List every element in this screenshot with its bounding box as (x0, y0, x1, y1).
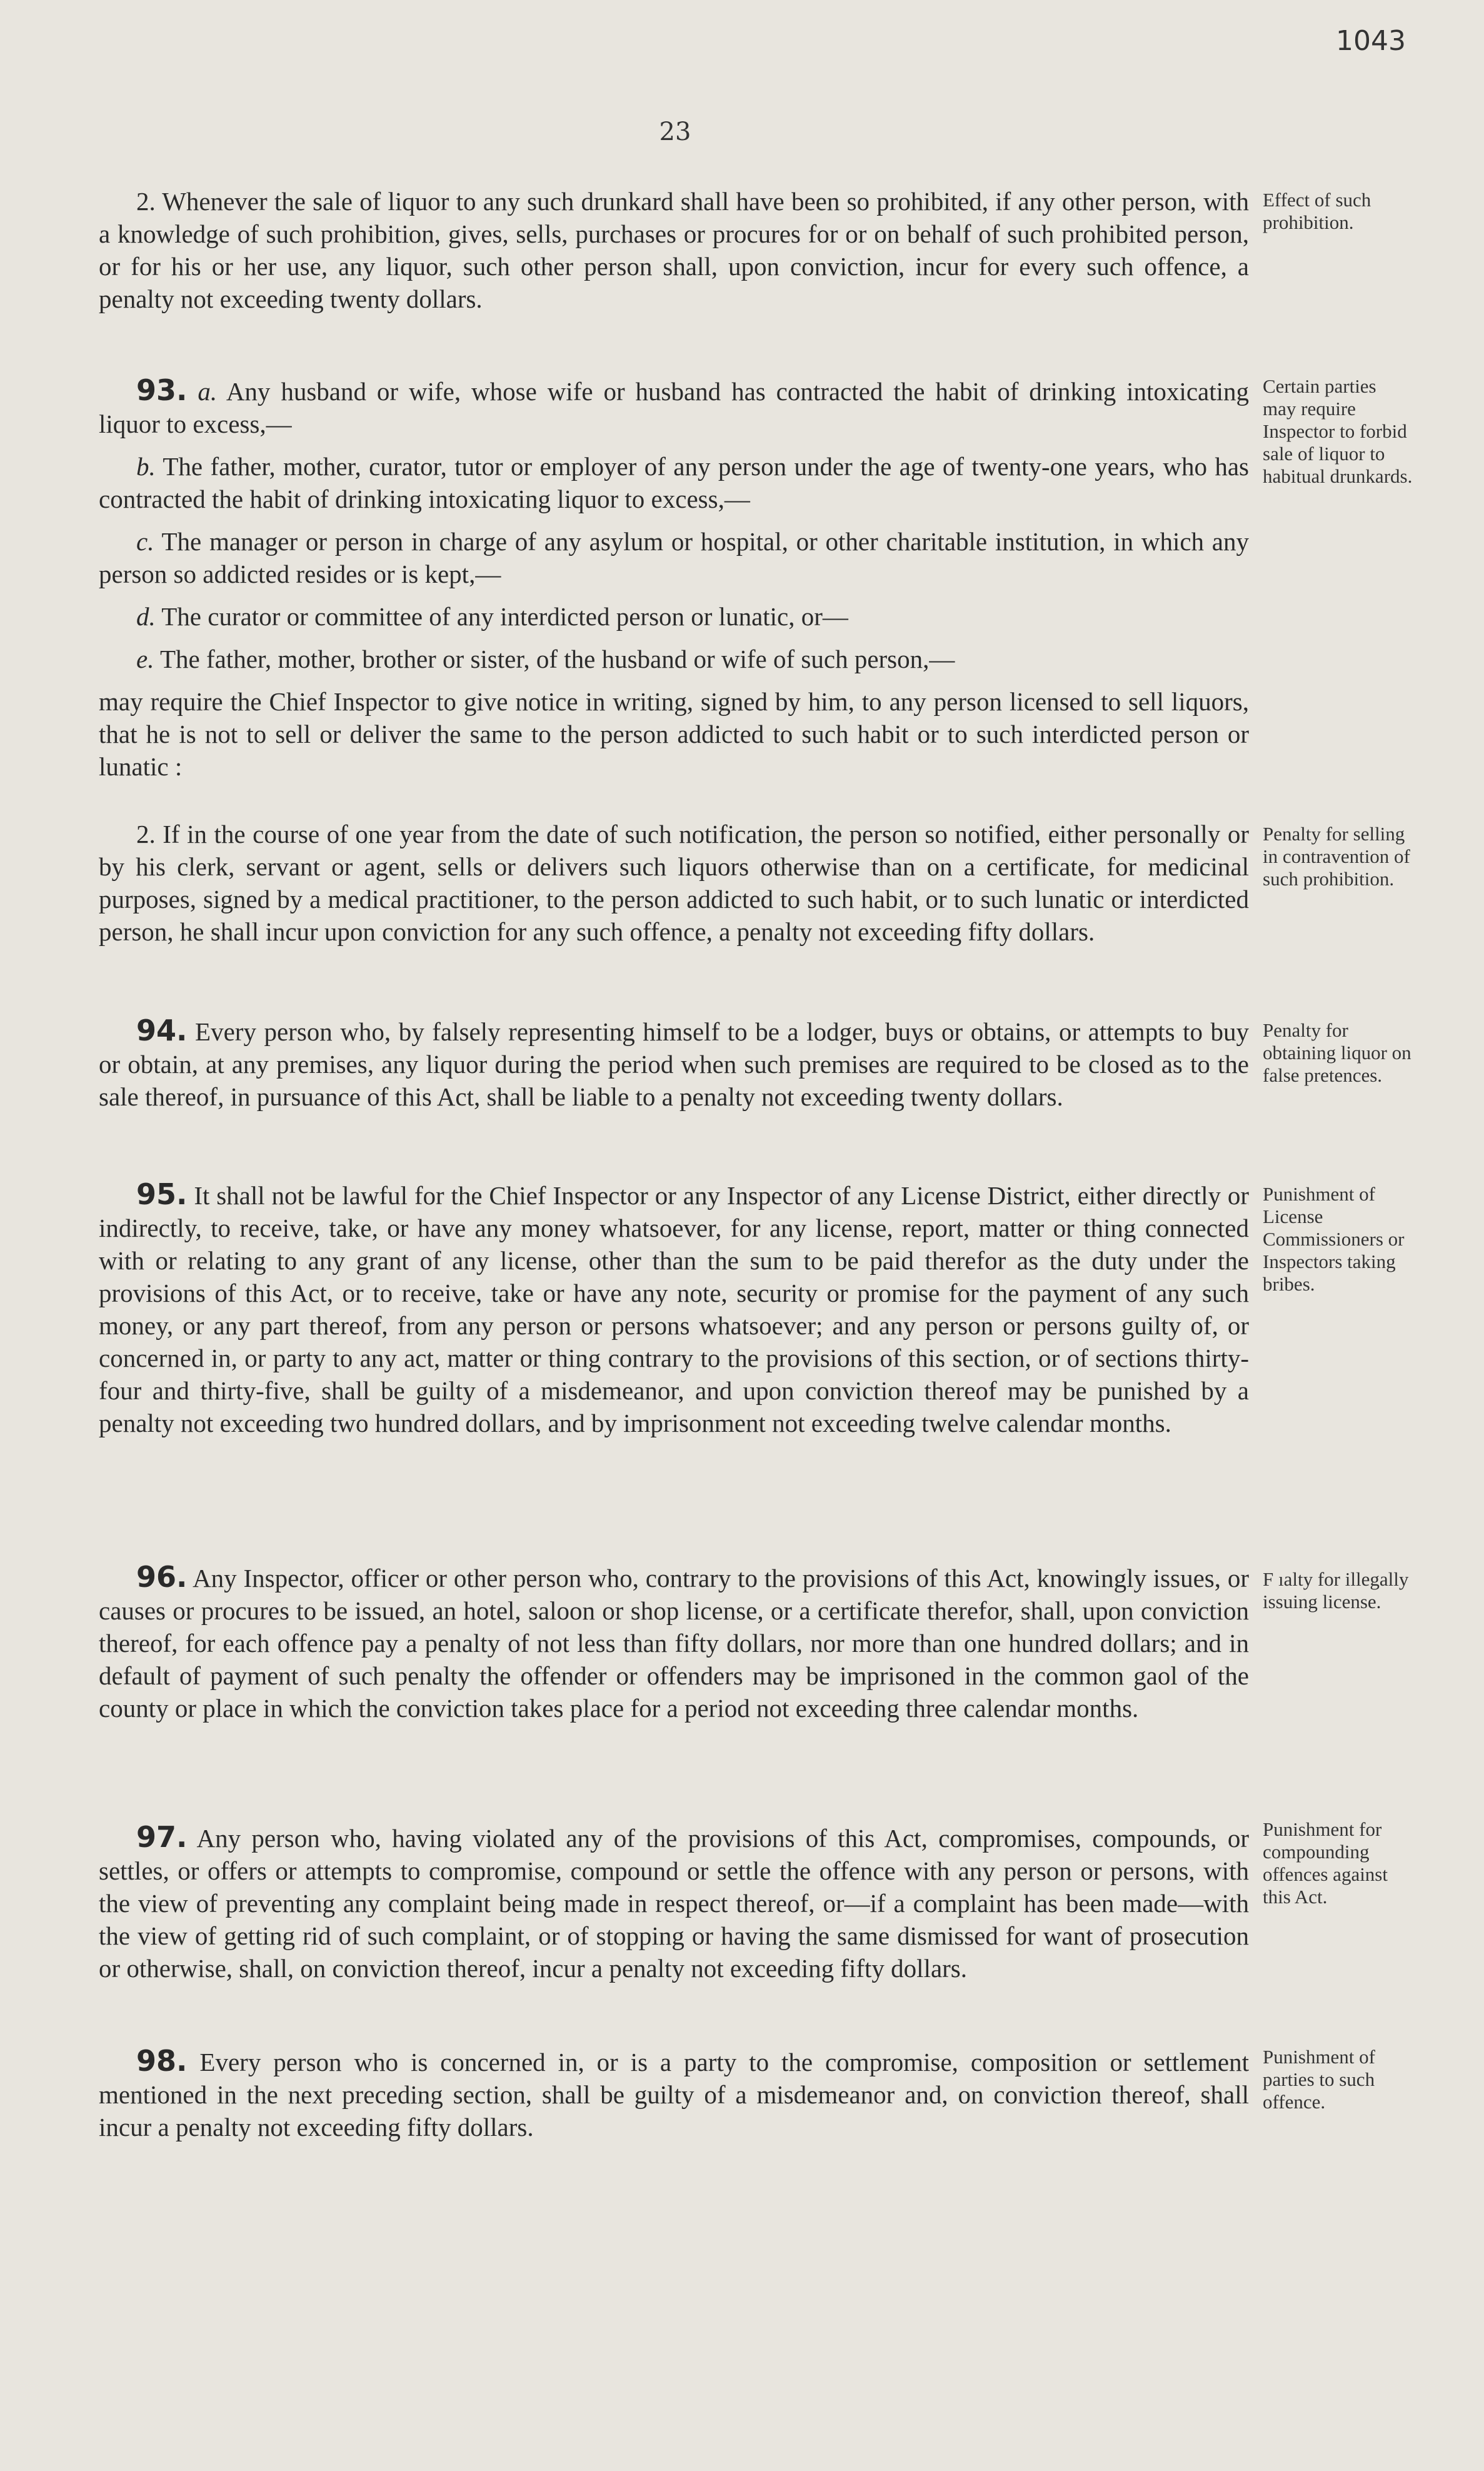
clause-label-b: b. (136, 452, 156, 481)
paragraph-93-2: 2. If in the course of one year from the date of such notification, the person so notified, either personally or by his clerk, servant or agent, sells or delivers such liquors otherwise than on a certificate, for medicinal purposes, signed by a medical practitioner, to the person addicted to such habit, or to such lunatic or interdicted person, he shall incur upon conviction for any such offence, a penalty not exceeding fifty dollars. (99, 820, 1249, 946)
margin-note-93: Certain parties may require Inspector to forbid sale of liquor to habitual drunkards. (1263, 375, 1413, 487)
clause-93-tail: may require the Chief Inspector to give notice in writing, signed by him, to any person licensed to sell liquors, that he is not to sell or deliver the same to the person addicted to such habit or to such interdicted person or lunatic : (99, 687, 1249, 781)
margin-note-92-2: Effect of such prohibition. (1263, 189, 1371, 233)
section-93-2-text (99, 818, 1249, 958)
paragraph-92-2: 2. Whenever the sale of liquor to any such drunkard shall have been so prohibited, if any other person, with a knowledge of such prohibition, gives, sells, purchases or procures for or on behalf of such prohibited person, or for his or her use, any liquor, such other person shall, upon conviction, incur for every such offence, a penalty not exceeding twenty dollars. (99, 187, 1249, 313)
section-number-93: 93. (136, 373, 188, 407)
paragraph-96 (99, 1561, 1249, 1724)
clause-93-a-text: Any husband or wife, whose wife or husband has contracted the habit of drinking intoxicating liquor to excess,— (99, 377, 1249, 438)
margin-note-98: Punishment of parties to such offence. (1263, 2046, 1375, 2113)
section-95-text: It shall not be lawful for the Chief Inspector or any Inspector of any License District, either directly or indirectly, to receive, take, or have any money whatsoever, for any license, report, matter or thing connected with or relating to any grant of any license, other than the sum to be paid therefor as the duty under the provisions of this Act, or to receive, take or have any note, security or promise for the payment of any such money, or any part thereof, from any person or persons whatsoever; and any person or persons guilty of, or concerned in, or party to any act, matter or thing contrary to the provisions of this section, or of sections thirty-four and thirty-five, shall be guilty of a misdemeanor, and upon conviction thereof may be punished by a penalty not exceeding two hundred dollars, and by imprisonment not exceeding twelve calendar months. (99, 1181, 1249, 1437)
page-folio-number: 23 (659, 118, 691, 146)
section-96 (99, 1561, 1249, 1734)
section-number-98: 98. (136, 2044, 188, 2078)
clause-93-d-text: The curator or committee of any interdicted person or lunatic, or— (161, 602, 848, 631)
clause-93-c (99, 525, 1249, 590)
margin-note-93-2: Penalty for selling in contravention of such prohibition. (1263, 823, 1410, 890)
clause-label-c: c. (136, 527, 154, 556)
section-number-97: 97. (136, 1820, 188, 1854)
paragraph-98 (99, 2045, 1249, 2143)
margin-note-97: Punishment for compounding offences against this Act. (1263, 1818, 1388, 1908)
page-stamp-number: 1043 (1336, 25, 1406, 57)
clause-93-d (99, 600, 1249, 633)
margin-note-94: Penalty for obtaining liquor on false pretences. (1263, 1019, 1411, 1086)
section-97-text: Any person who, having violated any of the provisions of this Act, compromises, compounds, or settles, or offers or attempts to compromise, compound or settle the offence with any person or persons, with the view of preventing any complaint being made in respect thereof, or—if a complaint has been made—with the view of getting rid of such complaint, or of stopping or having the same dismissed for want of prosecution or otherwise, shall, on conviction thereof, incur a penalty not exceeding fifty dollars. (99, 1824, 1249, 1983)
section-95 (99, 1178, 1249, 1449)
clause-label-a: a. (198, 377, 218, 406)
section-97 (99, 1821, 1249, 1995)
clause-label-d: d. (136, 602, 156, 631)
section-92-2-text (99, 185, 1249, 325)
clause-93-b (99, 450, 1249, 515)
section-98-text: Every person who is concerned in, or is a party to the compromise, composition or settlement mentioned in the next preceding section, shall be guilty of a misdemeanor and, on conviction thereof, shall incur a penalty not exceeding fifty dollars. (99, 2048, 1250, 2141)
clause-93-e-text: The father, mother, brother or sister, of the husband or wife of such person,— (159, 645, 955, 673)
section-94 (99, 1014, 1249, 1123)
clause-93-a (99, 374, 1249, 440)
paragraph-94 (99, 1014, 1249, 1113)
section-96-text: Any Inspector, officer or other person who, contrary to the provisions of this Act, knowingly issues, or causes or procures to be issued, an hotel, saloon or shop license, or a certificate therefor, shall, upon conviction thereof, for each offence pay a penalty of not less than fifty dollars, nor more than one hundred dollars; and in default of payment of such penalty the offender or offenders may be imprisoned in the common gaol of the county or place in which the conviction takes place for a period not exceeding three calendar months. (99, 1564, 1249, 1723)
section-number-95: 95. (136, 1177, 188, 1211)
margin-note-96: F ıalty for illegally issuing license. (1263, 1568, 1409, 1613)
clause-93-e (99, 643, 1249, 675)
paragraph-95 (99, 1178, 1249, 1439)
clause-label-e: e. (136, 645, 154, 673)
paragraph-97 (99, 1821, 1249, 1985)
section-93 (99, 374, 1249, 793)
clause-93-b-text: The father, mother, curator, tutor or employer of any person under the age of twenty-one years, who has contracted the habit of drinking intoxicating liquor to excess,— (99, 452, 1249, 513)
section-number-94: 94. (136, 1014, 188, 1047)
section-94-text: Every person who, by falsely representing himself to be a lodger, buys or obtains, or attempts to buy or obtain, at any premises, any liquor during the period when such premises are required to be closed as to the sale thereof, in pursuance of this Act, shall be liable to a penalty not exceeding twenty dollars. (99, 1017, 1250, 1111)
section-98 (99, 2045, 1249, 2153)
section-number-96: 96. (136, 1560, 188, 1594)
clause-93-c-text: The manager or person in charge of any asylum or hospital, or other charitable institution, in which any person so addicted resides or is kept,— (99, 527, 1250, 588)
margin-note-95: Punishment of License Commissioners or Inspectors taking bribes. (1263, 1183, 1405, 1295)
